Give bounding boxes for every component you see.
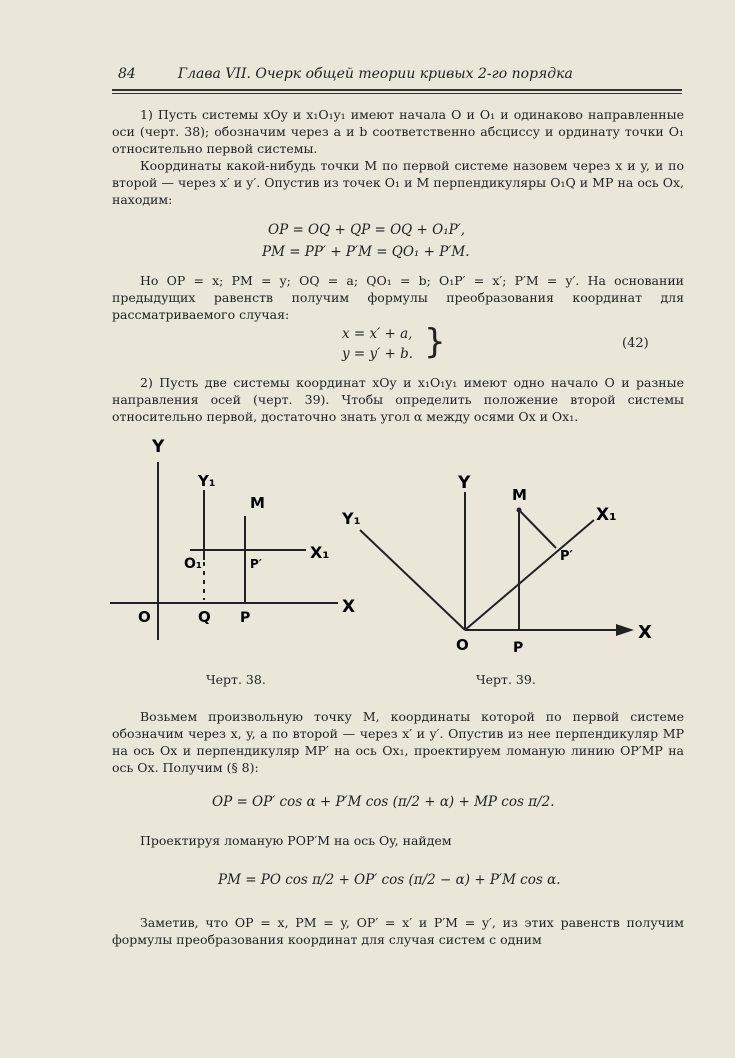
equation-op-projection: OP = OP′ cos α + P′M cos (π/2 + α) + MP cos π/2. [212,794,555,810]
fig39-label-p: P [513,640,524,656]
fig39-label-x: X [638,622,652,643]
fig38-label-o1: O₁ [184,556,203,572]
paragraph: 1) Пусть системы xOy и x₁O₁y₁ имеют начала O и O₁ и одинаково направленные оси (черт. 38); обозначим через a и b соответственно абсциссу и ординату точки O₁ относительно первой системы. [112,107,684,156]
paragraph-block-5 [112,832,684,849]
fig38-label-y: Y [152,437,165,457]
paragraph: Заметив, что OP = x, PM = y, OP′ = x′ и P′M = y′, из этих равенств получим формулы преобразования координат для случая систем с одним [112,915,684,947]
right-brace: } [424,322,446,362]
fig39-label-x1: X₁ [596,505,617,525]
caption-fig38: Черт. 38. [206,672,266,687]
fig38-label-p1: P′ [250,557,262,571]
equation-number: (42) [622,336,649,351]
fig38-label-y1: Y₁ [198,472,216,490]
fig38-label-x1: X₁ [310,543,330,562]
page-number: 84 [118,66,136,82]
equation-pm: PM = PP′ + P′M = QO₁ + P′M. [262,244,470,260]
fig38-label-x: X [342,597,356,617]
fig39-point-m [517,508,522,513]
fig38-label-o: O [138,608,151,626]
paragraph: Но OP = x; PM = y; OQ = a; QO₁ = b; O₁P′ = x′; P′M = y′. На основании предыдущих равенств получим формулы преобразования координат для рассматриваемого случая: [112,273,684,322]
fig39-label-y: Y [458,473,471,493]
caption-fig39: Черт. 39. [476,672,536,687]
fig38-label-q: Q [198,608,211,626]
fig38-label-m: M [250,494,265,512]
equation-op: OP = OQ + QP = OQ + O₁P′, [268,222,466,238]
paragraph: Проектируя ломаную POP′M на ось Oy, найдем [140,833,452,848]
paragraph-block-6 [112,914,684,948]
paragraph: 2) Пусть две системы координат xOy и x₁O₁y₁ имеют одно начало O и разные направления осей (черт. 39). Чтобы определить положение второй системы относительно первой, достаточно знать угол α между осями Ox и Ox₁. [112,375,684,424]
fig38-label-p: P [240,610,251,626]
equation-pm-projection: PM = PO cos π/2 + OP′ cos (π/2 − α) + P′M cos α. [218,872,561,888]
fig39-line-mp1 [519,510,556,548]
fig39-axis-x1 [465,520,594,630]
paragraph: Возьмем произвольную точку M, координаты которой по первой системе обозначим через x, y, а по второй — через x′ и y′. Опустив из нее перпендикуляр MP на ось Ox и перпендикуляр MP′ на ось Ox₁, проектируем ломаную линию OP′MP на ось Ox. Получим (§ 8): [112,709,684,775]
fig39-label-m: M [512,486,527,504]
paragraph-block-4 [112,708,684,776]
paragraph: Координаты какой-нибудь точки M по первой системе назовем через x и y, и по второй — через x′ и y′. Опустив из точек O₁ и M перпендикуляры O₁Q и MP на ось Ox, находим: [112,158,684,207]
fig39-label-y1: Y₁ [342,509,361,528]
chapter-title: Глава VII. Очерк общей теории кривых 2-го порядка [177,66,573,82]
fig39-label-p1: P′ [560,549,573,564]
fig39-label-o: O [456,636,469,654]
fig39-axis-y1 [360,530,465,630]
equation-42-line1: x = x′ + a, [342,326,413,342]
fig39-arrow-x [616,624,634,636]
equation-42-line2: y = y′ + b. [342,346,414,362]
